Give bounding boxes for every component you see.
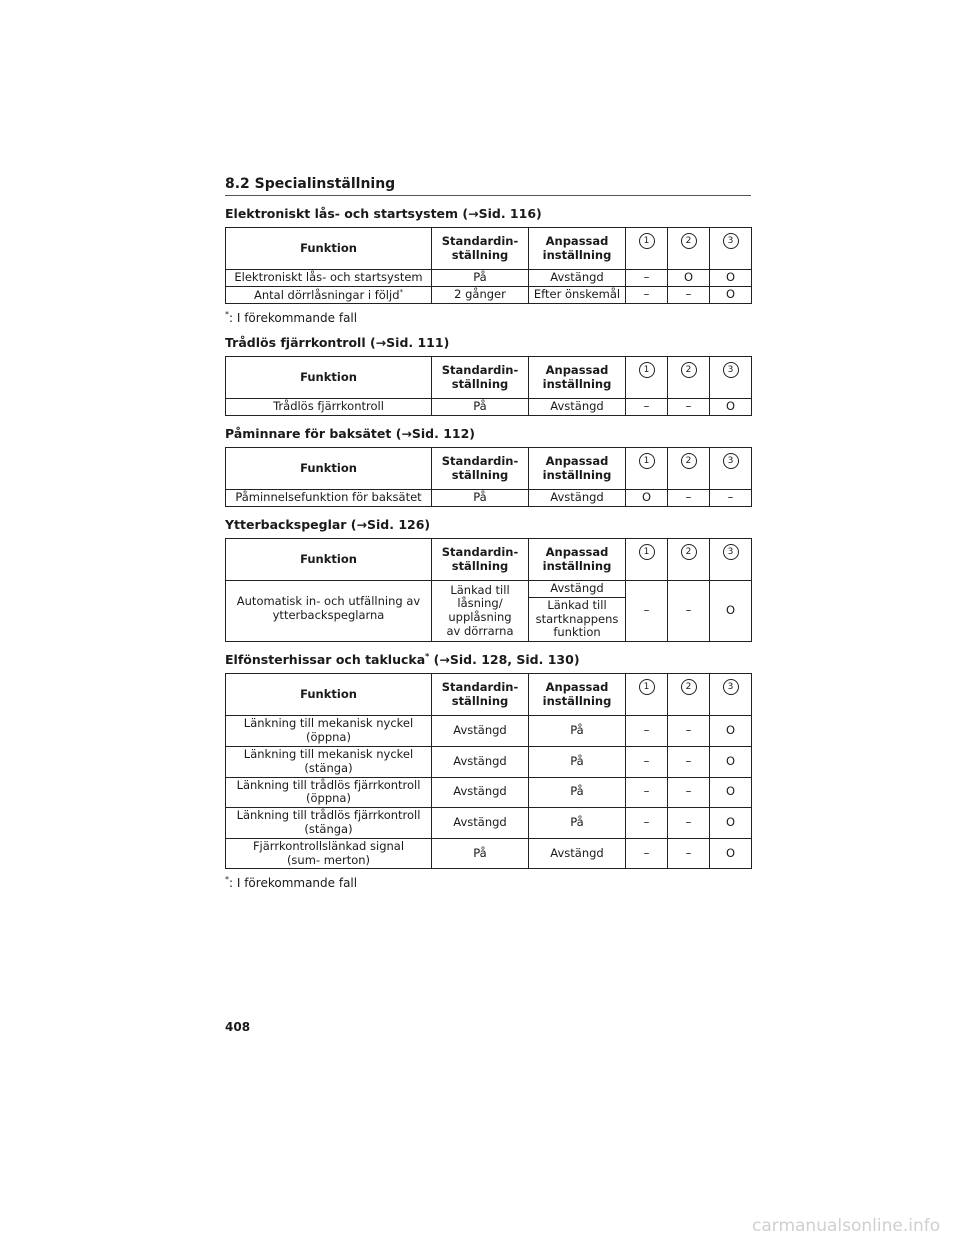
- cell-function: Elektroniskt lås- och startsystem: [226, 270, 432, 287]
- cell-c2: –: [668, 746, 710, 777]
- cell-c3: O: [710, 286, 752, 304]
- circled-2-icon: 2: [681, 233, 697, 249]
- cell-c2: –: [668, 490, 710, 507]
- cell-c1: –: [626, 399, 668, 416]
- cell-custom: På: [529, 777, 626, 808]
- circled-2-icon: 2: [681, 362, 697, 378]
- cell-c1: –: [626, 808, 668, 839]
- footnote-text: : I förekommande fall: [229, 876, 358, 891]
- cell-c1: –: [626, 270, 668, 287]
- cell-function: Trådlös fjärrkontroll: [226, 399, 432, 416]
- cell-c3: O: [710, 270, 752, 287]
- table-remote: [225, 356, 752, 416]
- header-col2: [668, 448, 710, 490]
- cell-custom: Avstängd: [529, 838, 626, 869]
- section-title-rear-seat: Påminnare för baksätet (→Sid. 112): [225, 426, 476, 442]
- table-keyless: [225, 227, 752, 304]
- header-default: Standardin- ställning: [432, 674, 529, 716]
- page-content: [225, 176, 751, 900]
- footnote-marker: *: [225, 310, 229, 320]
- cell-c3: O: [710, 581, 752, 642]
- table-row: [226, 716, 752, 747]
- circled-2-icon: 2: [681, 679, 697, 695]
- table-header-row: [226, 448, 752, 490]
- circled-1-icon: 1: [639, 544, 655, 560]
- circled-1-icon: 1: [639, 453, 655, 469]
- table-windows: [225, 673, 752, 869]
- table-row: [226, 746, 752, 777]
- cell-default: 2 gånger: [432, 286, 529, 304]
- page-number: 408: [225, 1020, 251, 1034]
- cell-c1: –: [626, 746, 668, 777]
- cell-c3: O: [710, 399, 752, 416]
- header-col2: [668, 357, 710, 399]
- cell-default: Avstängd: [432, 777, 529, 808]
- header-default: Standardin- ställning: [432, 539, 529, 581]
- circled-3-icon: 3: [723, 679, 739, 695]
- circled-3-icon: 3: [723, 453, 739, 469]
- cell-c2: –: [668, 838, 710, 869]
- cell-function: Länkning till mekanisk nyckel (stänga): [226, 746, 432, 777]
- header-custom: Anpassad inställning: [529, 228, 626, 270]
- footnote-marker: *: [399, 287, 403, 296]
- cell-custom: På: [529, 716, 626, 747]
- table-header-row: [226, 357, 752, 399]
- header-col1: [626, 357, 668, 399]
- header-custom: Anpassad inställning: [529, 448, 626, 490]
- cell-function: Automatisk in- och utfällning av ytterbackspeglarna: [226, 581, 432, 642]
- header-col1: [626, 539, 668, 581]
- header-function: Funktion: [226, 448, 432, 490]
- chapter-title: 8.2 Specialinställning: [225, 176, 751, 196]
- table-header-row: [226, 539, 752, 581]
- header-col3: [710, 674, 752, 716]
- cell-custom: Avstängd: [529, 399, 626, 416]
- cell-custom-linked: Länkad till startknappens funktion: [529, 597, 626, 641]
- footnote-marker: *: [225, 875, 229, 885]
- header-function: Funktion: [226, 674, 432, 716]
- header-function: Funktion: [226, 228, 432, 270]
- circled-1-icon: 1: [639, 679, 655, 695]
- header-default: Standardin- ställning: [432, 357, 529, 399]
- header-default: Standardin- ställning: [432, 448, 529, 490]
- cell-function: Fjärrkontrollslänkad signal (sum- merton): [226, 838, 432, 869]
- cell-default: Länkad till låsning/ upplåsning av dörrarna: [432, 581, 529, 642]
- header-col3: [710, 448, 752, 490]
- cell-function: Påminnelsefunktion för baksätet: [226, 490, 432, 507]
- header-custom: Anpassad inställning: [529, 674, 626, 716]
- cell-default: På: [432, 490, 529, 507]
- cell-default: Avstängd: [432, 808, 529, 839]
- cell-custom: Avstängd: [529, 490, 626, 507]
- cell-custom: På: [529, 808, 626, 839]
- cell-default: På: [432, 838, 529, 869]
- header-default: Standardin- ställning: [432, 228, 529, 270]
- cell-c1: –: [626, 777, 668, 808]
- cell-custom: Efter önskemål: [529, 286, 626, 304]
- cell-c1: –: [626, 581, 668, 642]
- table-row: [226, 270, 752, 287]
- circled-1-icon: 1: [639, 362, 655, 378]
- cell-c3: O: [710, 777, 752, 808]
- circled-2-icon: 2: [681, 544, 697, 560]
- header-custom: Anpassad inställning: [529, 539, 626, 581]
- cell-c1: –: [626, 716, 668, 747]
- cell-c3: O: [710, 716, 752, 747]
- cell-function: Länkning till mekanisk nyckel (öppna): [226, 716, 432, 747]
- header-col3: [710, 539, 752, 581]
- section-title-mirrors: Ytterbackspeglar (→Sid. 126): [225, 517, 431, 533]
- table-row: [226, 777, 752, 808]
- section-title-windows: [225, 652, 751, 667]
- header-col2: [668, 228, 710, 270]
- cell-c2: –: [668, 808, 710, 839]
- footnote-marker: *: [425, 652, 430, 662]
- cell-c1: –: [626, 838, 668, 869]
- cell-default: Avstängd: [432, 746, 529, 777]
- header-col2: [668, 539, 710, 581]
- cell-custom: Avstängd: [529, 270, 626, 287]
- section-title-windows-ref: (→Sid. 128, Sid. 130): [429, 652, 580, 668]
- cell-default: På: [432, 270, 529, 287]
- cell-function: Länkning till trådlös fjärrkontroll (öppna): [226, 777, 432, 808]
- footnote-1: [225, 310, 751, 325]
- cell-custom: På: [529, 746, 626, 777]
- cell-function-text: Antal dörrlåsningar i följd: [253, 287, 400, 302]
- cell-c2: –: [668, 716, 710, 747]
- circled-3-icon: 3: [723, 233, 739, 249]
- table-row: [226, 581, 752, 598]
- circled-2-icon: 2: [681, 453, 697, 469]
- table-row: [226, 838, 752, 869]
- header-col3: [710, 357, 752, 399]
- table-row: [226, 399, 752, 416]
- section-title-keyless: Elektroniskt lås- och startsystem (→Sid. 116): [225, 206, 542, 221]
- cell-c2: –: [668, 286, 710, 304]
- cell-c3: O: [710, 746, 752, 777]
- header-col1: [626, 674, 668, 716]
- section-title-windows-text: Elfönsterhissar och taklucka: [225, 652, 426, 668]
- table-row: [226, 286, 752, 304]
- circled-3-icon: 3: [723, 544, 739, 560]
- cell-function: [226, 286, 432, 304]
- watermark-text: carmanualsonline.info: [752, 1216, 941, 1236]
- section-title-remote: Trådlös fjärrkontroll (→Sid. 111): [225, 335, 450, 351]
- table-row: [226, 808, 752, 839]
- footnote-text: : I förekommande fall: [229, 311, 358, 326]
- cell-custom-off: Avstängd: [529, 581, 626, 598]
- cell-function: Länkning till trådlös fjärrkontroll (stänga): [226, 808, 432, 839]
- cell-c2: –: [668, 777, 710, 808]
- header-function: Funktion: [226, 357, 432, 399]
- cell-c3: –: [710, 490, 752, 507]
- table-mirrors: [225, 538, 752, 642]
- cell-c3: O: [710, 808, 752, 839]
- table-row: [226, 490, 752, 507]
- cell-c1: O: [626, 490, 668, 507]
- footnote-2: [225, 875, 751, 890]
- circled-1-icon: 1: [639, 233, 655, 249]
- header-col3: [710, 228, 752, 270]
- cell-c3: O: [710, 838, 752, 869]
- table-header-row: [226, 674, 752, 716]
- header-function: Funktion: [226, 539, 432, 581]
- table-header-row: [226, 228, 752, 270]
- cell-c2: –: [668, 399, 710, 416]
- circled-3-icon: 3: [723, 362, 739, 378]
- cell-c1: –: [626, 286, 668, 304]
- header-col2: [668, 674, 710, 716]
- table-rear-seat: [225, 447, 752, 507]
- header-col1: [626, 228, 668, 270]
- cell-c2: –: [668, 581, 710, 642]
- header-custom: Anpassad inställning: [529, 357, 626, 399]
- header-col1: [626, 448, 668, 490]
- cell-default: Avstängd: [432, 716, 529, 747]
- cell-c2: O: [668, 270, 710, 287]
- cell-default: På: [432, 399, 529, 416]
